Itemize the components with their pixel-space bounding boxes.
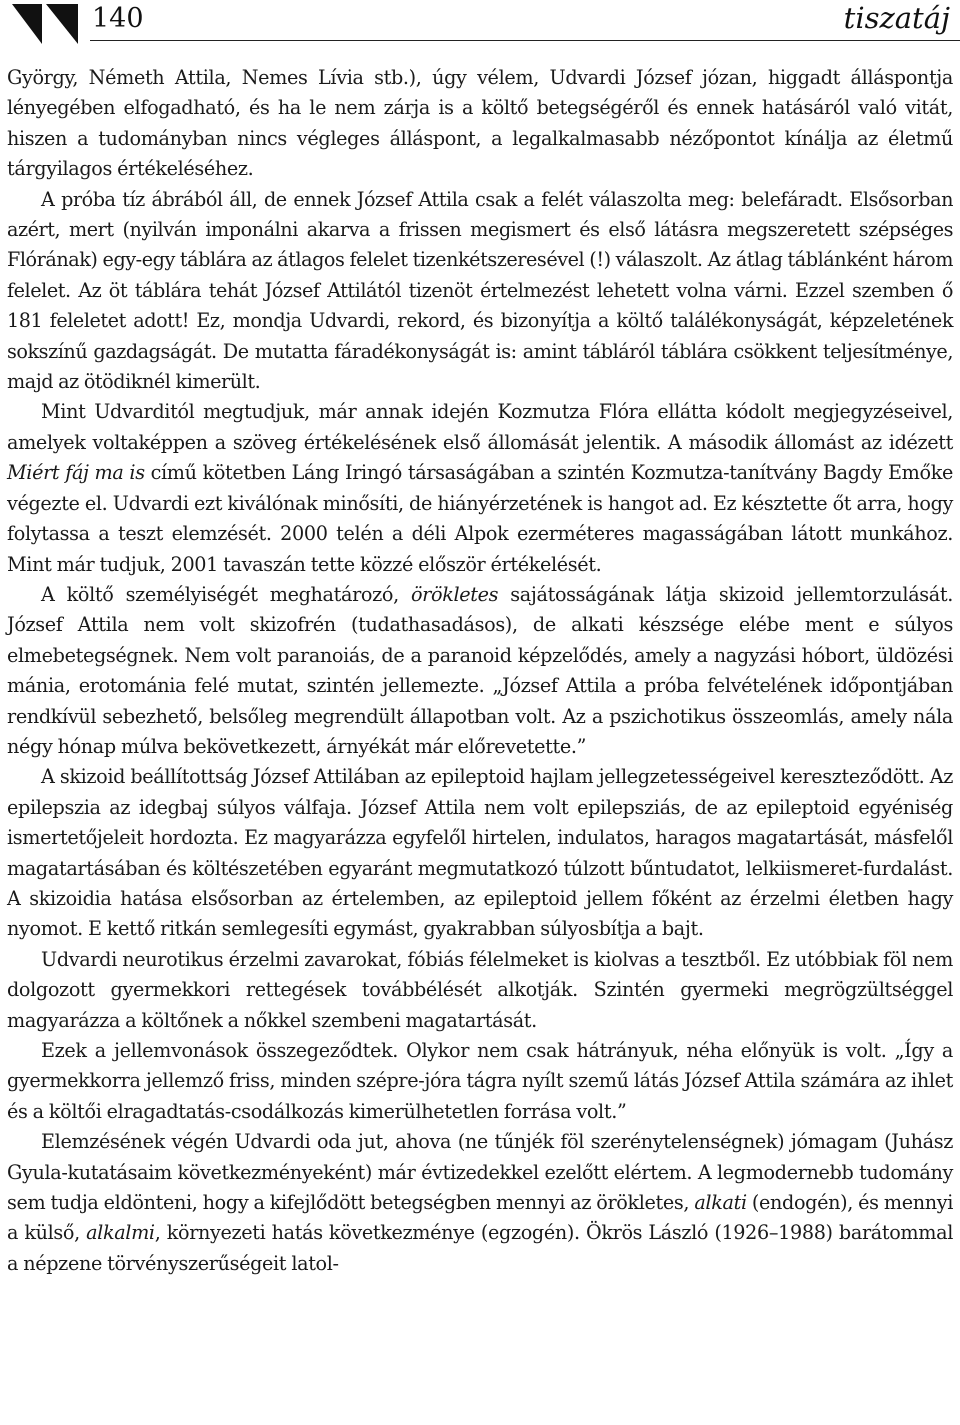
paragraph-text: sajátosságának látja skizoid jellemtorzulását. József Attila nem volt skizofrén (tudathasadásos), de alkati készsége elébe ment e súlyos elmebetegségnek. Nem volt paranoiás, de a paranoid képzelődés, amely a nagyzási hóbort, üldözési mánia, erotománia felé mutat, szintén jellemezte. „József Attila a próba felvételének időpontjában rendkívül sebezhető, belsőleg megrendült állapotban volt. Az a pszichotikus összeomlás, amely nála négy hónap múlva bekövetkezett, árnyékát már előrevetette.”: [7, 582, 953, 758]
paragraph: [7, 762, 953, 944]
book-title: Miért fáj ma is: [7, 461, 145, 485]
double-triangle-logo-icon: [12, 4, 78, 44]
paragraph-text: című kötetben Láng Iringó társaságában a szintén Kozmutza-tanítvány Bagdy Emőke végezte el. Udvardi ezt kiválónak minősíti, de hiányérzetének is hangot ad. Ez késztette őt arra, hogy folytassa a teszt elemzését. 2000 telén a déli Alpok ezerméteres magasságában látott munkához. Mint már tudjuk, 2001 tavaszán tette közzé először értékelését.: [7, 461, 953, 576]
emphasis: alkalmi: [86, 1221, 155, 1245]
paragraph: [7, 1127, 953, 1279]
paragraph-text: (endogén), és mennyi a külső,: [7, 1191, 953, 1245]
paragraph: [7, 397, 953, 579]
paragraph-text: Elemzésének végén Udvardi oda jut, ahova (ne tűnjék föl szerénytelenségnek) jómagam (Juhász Gyula-kutatásaim következményeként) már évtizedekkel ezelőtt elértem. A legmodernebb tudomány sem tudja eldönteni, hogy a kifejlődött betegségben mennyi az örökletes,: [7, 1130, 953, 1215]
emphasis: örökletes: [410, 582, 499, 606]
paragraph-text: , környezeti hatás következménye (egzogén). Ökrös László (1926–1988) barátommal a népzene törvényszerűségeit latol-: [7, 1221, 953, 1275]
page-header: [0, 0, 960, 48]
emphasis: alkati: [694, 1191, 747, 1215]
paragraph-text: Ezek a jellemvonások összegeződtek. Olykor nem csak hátrányuk, néha előnyük is volt. „Így a gyermekkorra jellemző friss, minden szépre-jóra tágra nyílt szemű látás József Attila számára az ihlet és a költői elragadtatás-csodálkozás kimerülhetetlen forrása volt.”: [7, 1039, 953, 1123]
paragraph: [7, 63, 953, 185]
journal-name: tiszatáj: [843, 1, 950, 35]
paragraph-text: A próba tíz ábrából áll, de ennek József Attila csak a felét válaszolta meg: belefáradt. Elsősorban azért, mert (nyilván imponálni akarva a frissen megismert és első látásra megszeretett szépséges Flórának) egy-egy táblára az átlagos felelet tizenkétszeresével (!) válaszolt. Az átlag táblánként három felelet. Az öt táblára tehát József Attilától tizenöt értelmezést lehetett volna várni. Ezzel szemben ő 181 feleletet adott! Ez, mondja Udvardi, rekord, és bizonyítja a költő találékonyságát, képzeletének sokszínű gazdagságát. De mutatta fáradékonyságát is: amint tábláról táblára csökkent teljesítménye, majd az ötödiknél kimerült.: [7, 187, 953, 394]
paragraph-text: György, Németh Attila, Nemes Lívia stb.), úgy vélem, Udvardi József józan, higgadt álláspontja lényegében elfogadható, és ha le nem zárja is a költő betegségéről és ennek hatásáról való vitát, hiszen a tudományban nincs végleges álláspont, a legalkalmasabb nézőpontot kínálja az életmű tárgyilagos értékeléséhez.: [7, 66, 953, 181]
paragraph: [7, 185, 953, 398]
paragraph-text: Udvardi neurotikus érzelmi zavarokat, fóbiás félelmeket is kiolvas a tesztből. Ez utóbbiak föl nem dolgozott gyermekkori rettegések továbbélését alkotják. Szintén gyermeki megrögzültséggel magyarázza a költőnek a nőkkel szembeni magatartását.: [7, 947, 953, 1032]
article-body: [7, 63, 953, 1279]
paragraph-text: A költő személyiségét meghatározó,: [41, 582, 411, 606]
page-number: 140: [92, 3, 144, 34]
paragraph: [7, 1036, 953, 1127]
paragraph: [7, 580, 953, 762]
paragraph-text: A skizoid beállítottság József Attilában az epileptoid hajlam jellegzetességeivel kereszteződött. Az epilepszia az idegbaj súlyos válfaja. József Attila nem volt epilepsziás, de az epileptoid egyéniség ismertetőjeleit hordozta. Ez magyarázza egyfelől hirtelen, indulatos, haragos magatartását, másfelől magatartásában és költészetében egyaránt megmutatkozó túlzott bűntudatot, lelkiismeret-furdalást. A skizoidia hatása elsősorban az értelemben, az epileptoid jellem főként az érzelmi életben hagy nyomot. E kettő ritkán semlegesíti egymást, gyakrabban súlyosbítja a bajt.: [7, 765, 953, 941]
header-rule: [90, 40, 960, 41]
paragraph-text: Mint Udvarditól megtudjuk, már annak idején Kozmutza Flóra ellátta kódolt megjegyzéseivel, amelyek voltaképpen a szöveg értékelésének első állomását jelentik. A második állomást az idézett: [7, 400, 953, 454]
paragraph: [7, 945, 953, 1036]
